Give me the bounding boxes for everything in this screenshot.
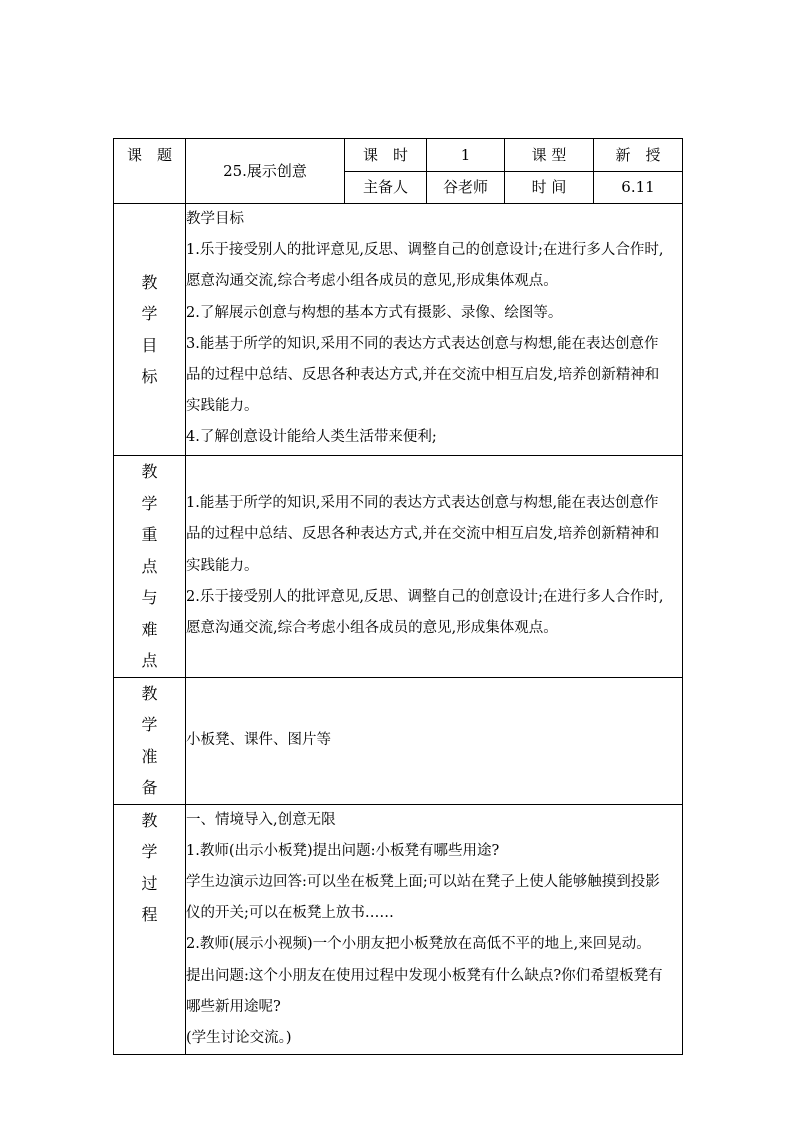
label-char: 学 [141,304,158,323]
objectives-label [114,204,186,456]
time-label: 时 间 [505,172,594,204]
objectives-content [186,204,683,456]
preparation-label [114,677,186,804]
text-line: 小板凳、课件、图片等 [186,731,331,748]
subject-value: 25.展示创意 [186,139,345,204]
text-line: 学生边演示边回答:可以坐在板凳上面;可以站在凳子上使人能够触摸到投影 [186,873,660,890]
text-line: 2.了解展示创意与构想的基本方式有摄影、录像、绘图等。 [186,304,563,321]
text-line: 提出问题:这个小朋友在使用过程中发现小板凳有什么缺点?你们希望板凳有 [186,967,663,984]
text-line: 仪的开关;可以在板凳上放书…… [186,905,394,922]
label-char: 点 [141,651,158,670]
host-value: 谷老师 [427,172,505,204]
label-char: 程 [141,905,158,924]
text-line: 实践能力。 [186,398,259,415]
text-line: 愿意沟通交流,综合考虑小组各成员的意见,形成集体观点。 [186,273,558,290]
preparation-content [186,677,683,804]
process-content [186,804,683,1055]
type-value: 新 授 [594,139,683,172]
time-value: 6.11 [594,172,683,204]
label-char: 教 [141,462,158,481]
label-char: 标 [141,367,158,386]
period-value: 1 [427,139,505,172]
subject-label: 课 题 [114,139,186,204]
text-line: 品的过程中总结、反思各种表达方式,并在交流中相互启发,培养创新精神和 [186,367,660,384]
text-line: 2.教师(展示小视频)一个小朋友把小板凳放在高低不平的地上,来回晃动。 [186,936,651,953]
text-line: 一、情境导入,创意无限 [186,811,336,828]
label-char: 学 [141,493,158,513]
label-char: 与 [141,588,158,607]
text-line: 愿意沟通交流,综合考虑小组各成员的意见,形成集体观点。 [186,620,558,637]
label-char: 教 [141,683,158,703]
label-char: 难 [141,619,158,639]
text-line: 1.能基于所学的知识,采用不同的表达方式表达创意与构想,能在表达创意作 [186,495,659,512]
keypoints-label [114,456,186,678]
text-line: 1.乐于接受别人的批评意见,反思、调整自己的创意设计;在进行多人合作时, [186,242,664,259]
label-char: 重 [141,525,158,544]
label-char: 学 [141,842,158,861]
text-line: 品的过程中总结、反思各种表达方式,并在交流中相互启发,培养创新精神和 [186,526,660,543]
host-label: 主备人 [345,172,427,204]
text-line: 2.乐于接受别人的批评意见,反思、调整自己的创意设计;在进行多人合作时, [186,588,664,605]
text-line: 3.能基于所学的知识,采用不同的表达方式表达创意与构想,能在表达创意作 [186,335,659,352]
label-char: 学 [141,715,158,734]
label-char: 教 [141,810,158,830]
process-label [114,804,186,1055]
text-line: 哪些新用途呢? [186,998,281,1015]
keypoints-content [186,456,683,678]
text-line: 教学目标 [186,211,244,227]
text-line: (学生讨论交流。) [186,1029,292,1046]
label-char: 目 [141,335,158,355]
lesson-plan-table [113,138,683,1055]
text-line: 实践能力。 [186,557,259,574]
label-char: 教 [141,272,158,292]
text-line: 1.教师(出示小板凳)提出问题:小板凳有哪些用途? [186,842,500,859]
type-label: 课 型 [505,139,594,172]
label-char: 备 [141,778,158,797]
label-char: 点 [141,556,158,576]
label-char: 准 [141,746,158,766]
text-line: 4.了解创意设计能给人类生活带来便利; [186,429,437,446]
period-label: 课 时 [345,139,427,172]
label-char: 过 [141,873,158,893]
